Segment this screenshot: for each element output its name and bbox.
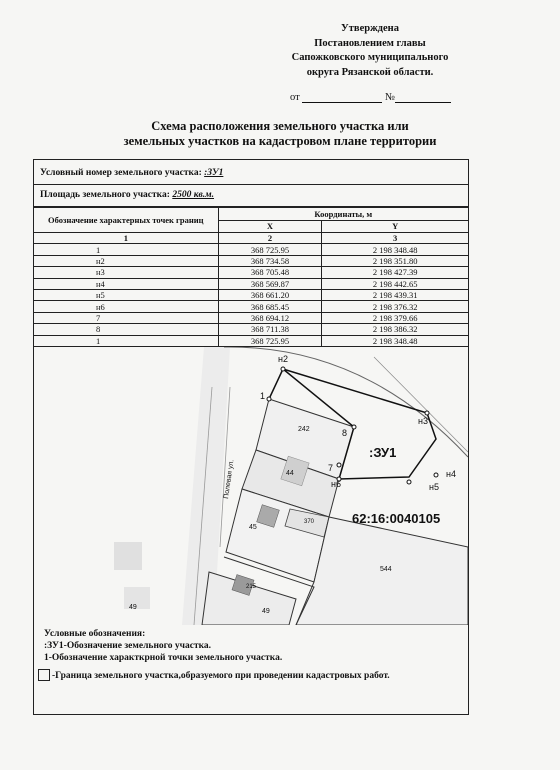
legend-item-point: 1-Обозначение характкрной точки земельного участка. [44, 653, 283, 663]
number-sign: № [384, 92, 395, 103]
cell-point: н3 [34, 267, 219, 278]
cell-y: 2 198 427.39 [322, 267, 469, 278]
cell-x: 368 711.38 [218, 324, 322, 335]
label-8: 8 [342, 428, 348, 438]
label-7: 7 [328, 463, 334, 473]
legend-item-boundary: -Граница земельного участка,образуемого при проведении кадастровых работ. [52, 671, 390, 681]
parcel-number-value: :ЗУ1 [204, 168, 224, 178]
parcel-area-value: 2500 кв.м. [172, 190, 215, 200]
point-n3 [425, 411, 429, 415]
label-n2: н2 [278, 354, 288, 364]
x-header: X [218, 220, 322, 233]
lot-number: 215 [246, 584, 257, 590]
coordinate-row [34, 278, 469, 289]
point-8 [352, 425, 356, 429]
point-7 [337, 463, 341, 467]
approval-line-4: округа Рязанской области. [306, 66, 434, 78]
legend-item-parcel: :ЗУ1-Обозначение земельного участка. [44, 641, 212, 651]
title-line-2: земельных участков на кадастровом плане территории [123, 134, 437, 148]
coordinate-row [34, 289, 469, 300]
points-header: Обозначение характерных точек границ [34, 208, 219, 233]
label-n4: н4 [446, 469, 456, 479]
street-label: Полевая ул. [223, 459, 236, 500]
coordinate-row [34, 267, 469, 278]
approval-line-3: Сапожковского муниципального [291, 52, 449, 63]
cell-y: 2 198 348.48 [322, 244, 469, 255]
coordinate-row [34, 335, 469, 346]
index-cell: 2 [218, 233, 322, 244]
map-drawing [34, 347, 468, 625]
date-blank [302, 91, 382, 103]
scheme-title [60, 119, 500, 149]
parcel-number-label: Условный номер земельного участка: [40, 168, 202, 178]
road-line [374, 357, 468, 452]
cell-y: 2 198 439.31 [322, 289, 469, 300]
cadastral-map [34, 346, 468, 625]
zu1-boundary [269, 369, 283, 399]
coordinate-row [34, 324, 469, 335]
cell-point: н6 [34, 301, 219, 312]
zu1-label: :ЗУ1 [369, 445, 397, 460]
cell-point: н4 [34, 278, 219, 289]
lot-number: 370 [304, 519, 315, 525]
approval-block [270, 22, 470, 80]
label-n3: н3 [418, 416, 428, 426]
cell-y: 2 198 379.66 [322, 312, 469, 323]
point-n5 [407, 480, 411, 484]
cell-point: н5 [34, 289, 219, 300]
label-1: 1 [260, 391, 266, 401]
parcel-number-row [33, 163, 469, 185]
cell-point: н2 [34, 255, 219, 266]
cell-point: 8 [34, 324, 219, 335]
index-cell: 3 [322, 233, 469, 244]
boundary-legend-icon [38, 669, 50, 681]
cell-y: 2 198 351.80 [322, 255, 469, 266]
date-number-line [290, 91, 451, 103]
lot-number: 49 [129, 604, 137, 611]
lot-number: 44 [286, 470, 294, 477]
y-header: Y [322, 220, 469, 233]
date-prefix: от [290, 92, 300, 103]
coordinate-row [34, 255, 469, 266]
point-1 [267, 397, 271, 401]
cell-x: 368 725.95 [218, 335, 322, 346]
label-n5: н5 [429, 482, 439, 492]
cell-x: 368 734.58 [218, 255, 322, 266]
cell-point: 7 [34, 312, 219, 323]
parcel-area-label: Площадь земельного участка: [40, 190, 170, 200]
lot-number: 45 [249, 524, 257, 531]
point-n4 [434, 473, 438, 477]
cell-y: 2 198 348.48 [322, 335, 469, 346]
legend [44, 628, 282, 664]
point-n2 [281, 367, 285, 371]
coordinates-table [33, 207, 469, 347]
cell-x: 368 694.12 [218, 312, 322, 323]
cell-x: 368 569.87 [218, 278, 322, 289]
cell-y: 2 198 376.32 [322, 301, 469, 312]
lot-number: 242 [298, 426, 310, 433]
index-cell: 1 [34, 233, 219, 244]
gray-patch [114, 542, 142, 570]
legend-title: Условные обозначения: [44, 629, 146, 639]
cell-y: 2 198 386.32 [322, 324, 469, 335]
approval-line-1: Утверждена [341, 23, 399, 34]
coordinates-header: Координаты, м [218, 208, 468, 221]
parcel-area-row [33, 185, 469, 207]
coordinate-row [34, 301, 469, 312]
cell-x: 368 685.45 [218, 301, 322, 312]
lot-number: 544 [380, 566, 392, 573]
cell-x: 368 725.95 [218, 244, 322, 255]
quarter-label: 62:16:0040105 [352, 511, 441, 526]
gray-patch [124, 587, 150, 609]
cell-x: 368 661.20 [218, 289, 322, 300]
cell-x: 368 705.48 [218, 267, 322, 278]
cell-point: 1 [34, 244, 219, 255]
approval-line-2: Постановлением главы [314, 37, 426, 49]
label-n6: н6 [331, 479, 341, 489]
cell-point: 1 [34, 335, 219, 346]
coordinate-row [34, 312, 469, 323]
lot-number: 49 [262, 608, 270, 615]
title-line-1: Схема расположения земельного участка или [151, 119, 409, 133]
coordinate-row [34, 244, 469, 255]
number-blank [395, 91, 451, 103]
cell-y: 2 198 442.65 [322, 278, 469, 289]
